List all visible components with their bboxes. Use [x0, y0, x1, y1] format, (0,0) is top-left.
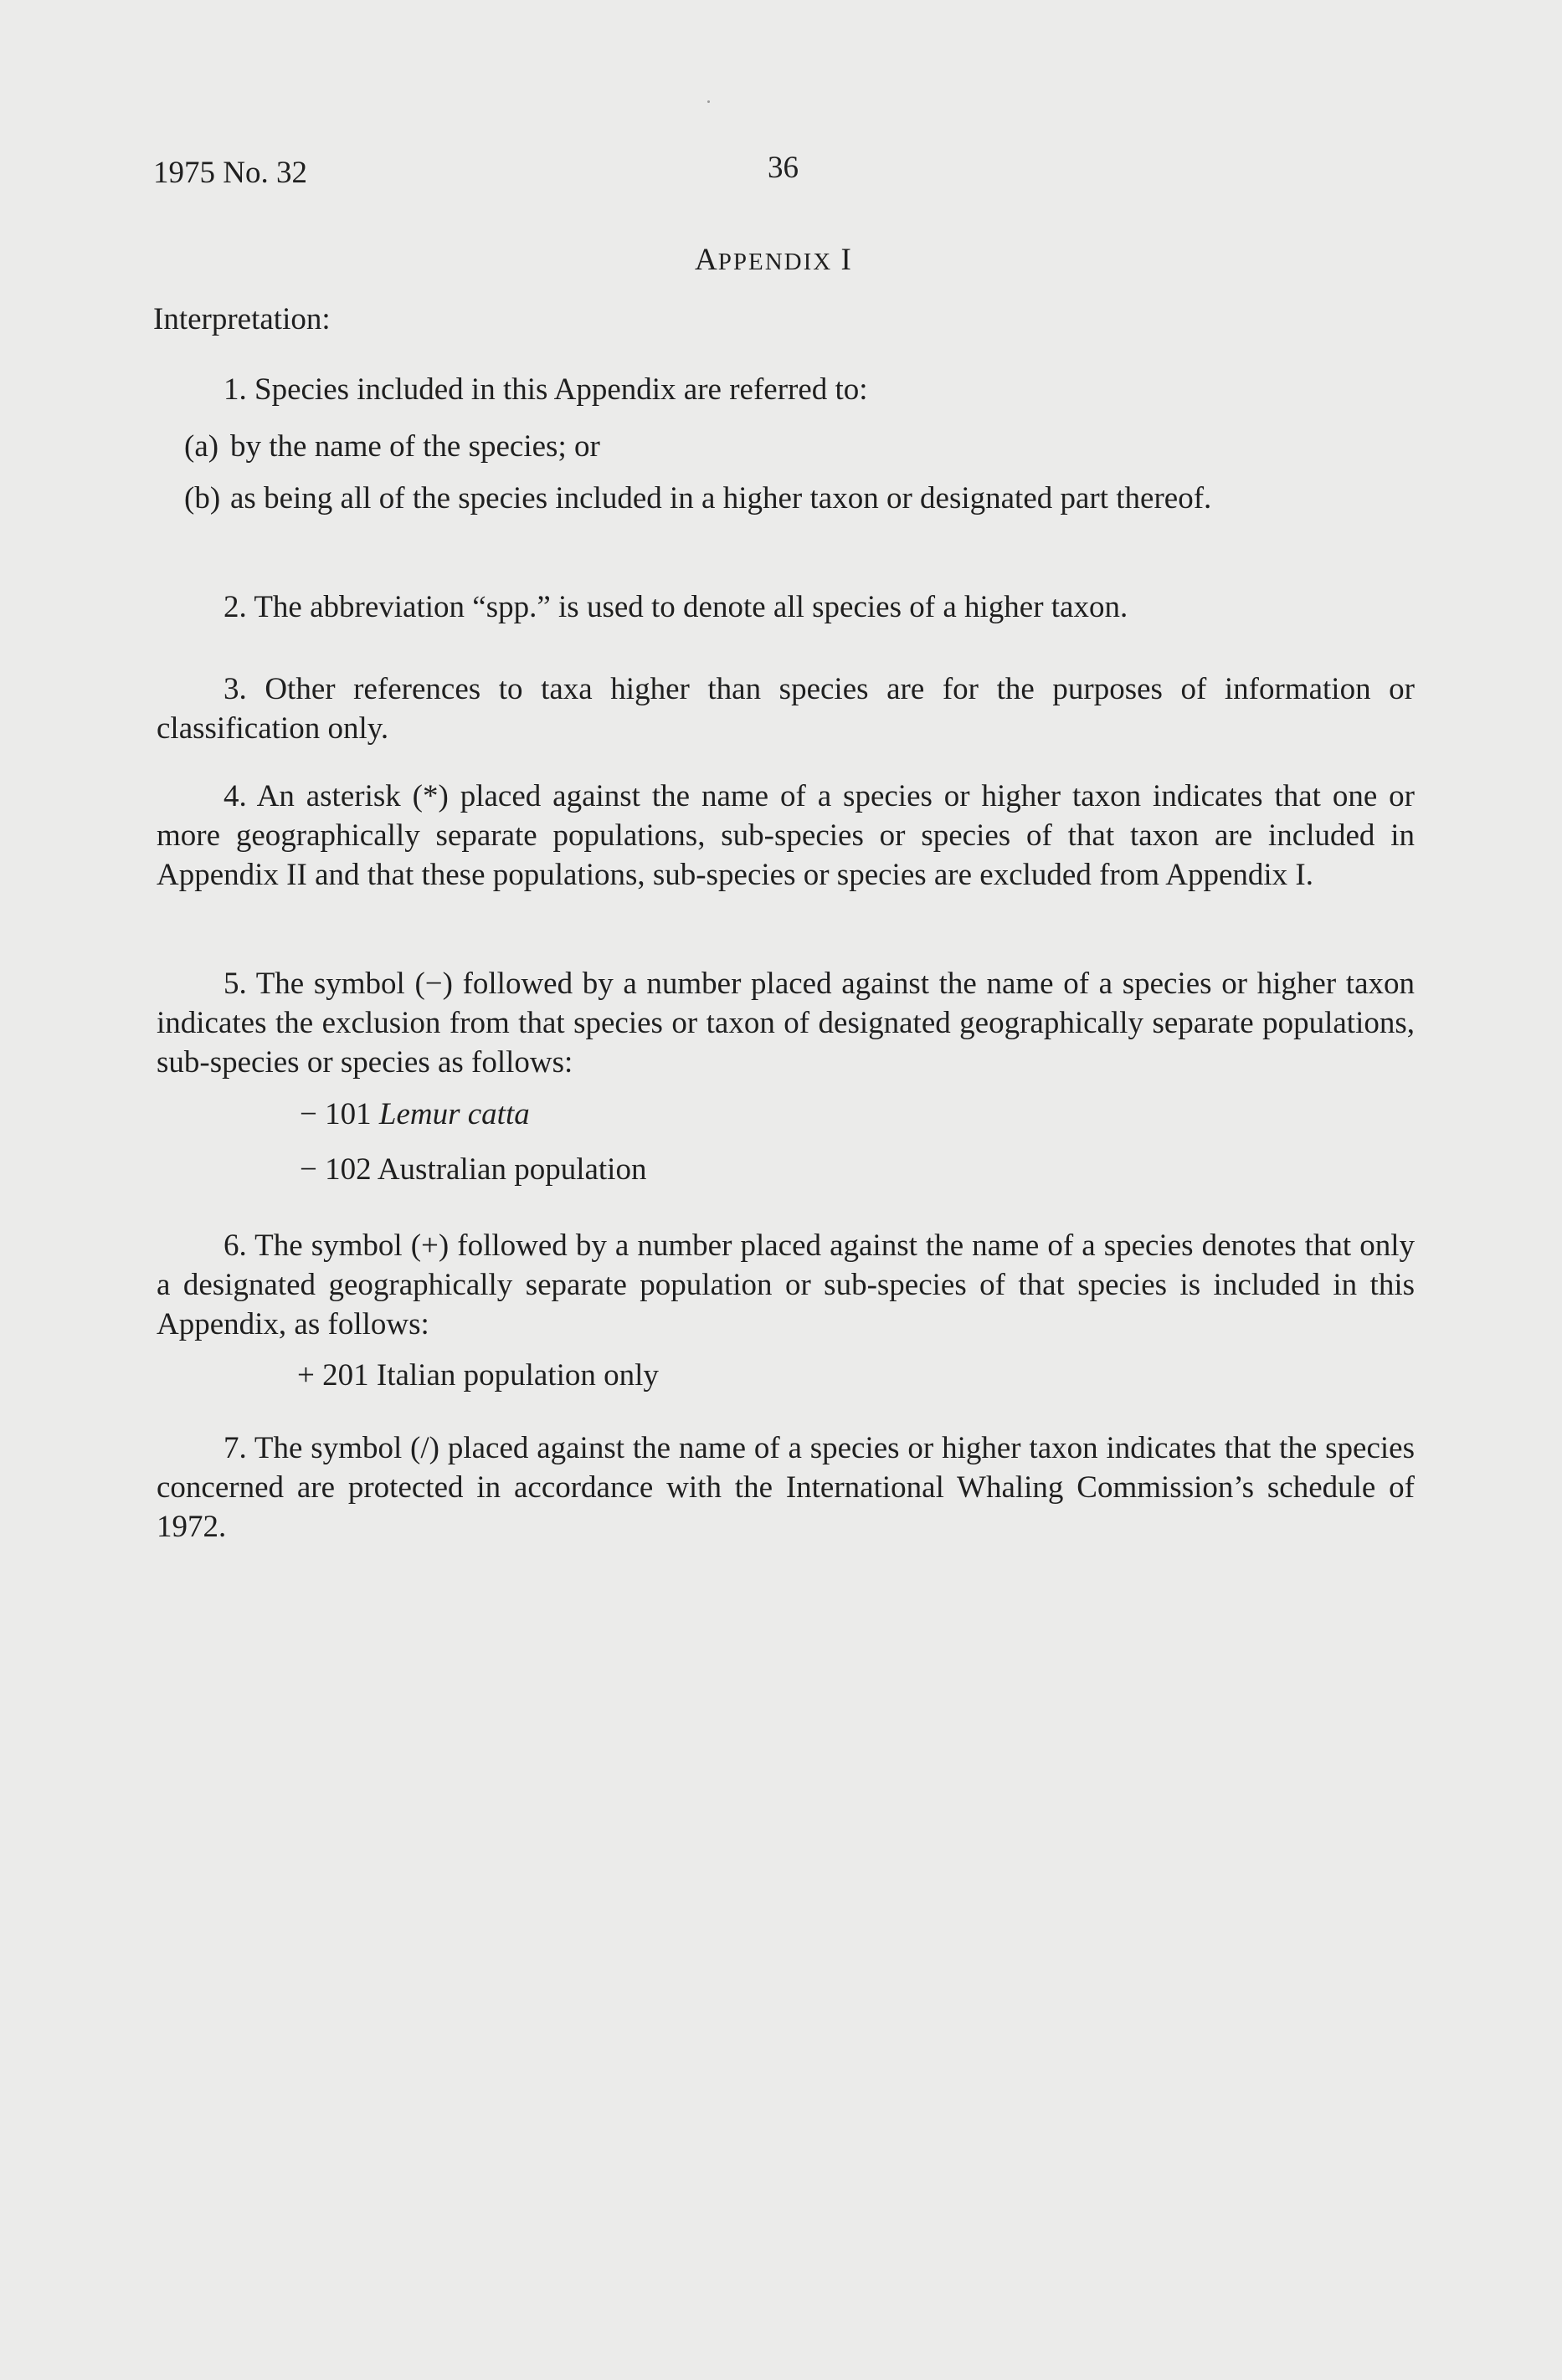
page-number: 36 [768, 151, 799, 185]
paragraph-6-example-1: + 201 Italian population only [297, 1358, 659, 1393]
item-a-label: (a) [184, 429, 219, 464]
interpretation-heading: Interpretation: [153, 302, 331, 336]
example-1-prefix: − 101 [300, 1097, 372, 1131]
paragraph-1-item-b [184, 479, 1415, 518]
item-b-text: as being all of the species included in a higher taxon or designated part thereof. [230, 481, 1212, 515]
paragraph-3: 3. Other references to taxa higher than species are for the purposes of information or classification only. [157, 672, 1415, 746]
paragraph-6: 6. The symbol (+) followed by a number placed against the name of a species denotes that only a designated geographically separate population or sub-species of that species is included in this Appendix, as follows: [157, 1228, 1415, 1341]
appendix-title [695, 240, 852, 282]
paragraph-5-example-2: − 102 Australian population [300, 1152, 647, 1187]
paragraph-1-intro: 1. Species included in this Appendix are referred to: [224, 372, 868, 407]
example-1-species: Lemur catta [378, 1097, 530, 1131]
paper-speck [707, 100, 710, 103]
item-a-text: by the name of the species; or [230, 429, 600, 464]
paragraph-4: 4. An asterisk (*) placed against the name of a species or higher taxon indicates that one or more geographically separate populations, sub-species or species of that taxon are included in Appendix II and that these populations, sub-species or species are excluded from Appendix I. [157, 779, 1415, 892]
year-and-number: 1975 No. 32 [153, 156, 307, 190]
appendix-title-initial: A [695, 243, 718, 277]
appendix-title-rest: PPENDIX [717, 249, 833, 275]
paragraph-1-item-a [184, 427, 1415, 466]
paragraph-7: 7. The symbol (/) placed against the name of a species or higher taxon indicates that the species concerned are protected in accordance with the International Whaling Commission’s schedule of 1972. [157, 1431, 1415, 1544]
paragraph-5: 5. The symbol (−) followed by a number placed against the name of a species or higher taxon indicates the exclusion from that species or taxon of designated geographically separate populations, sub-species or species as follows: [157, 967, 1415, 1080]
paragraph-2: 2. The abbreviation “spp.” is used to denote all species of a higher taxon. [224, 590, 1128, 624]
appendix-title-numeral: I [840, 243, 852, 277]
item-b-label: (b) [184, 481, 221, 515]
paragraph-5-example-1 [300, 1095, 530, 1135]
